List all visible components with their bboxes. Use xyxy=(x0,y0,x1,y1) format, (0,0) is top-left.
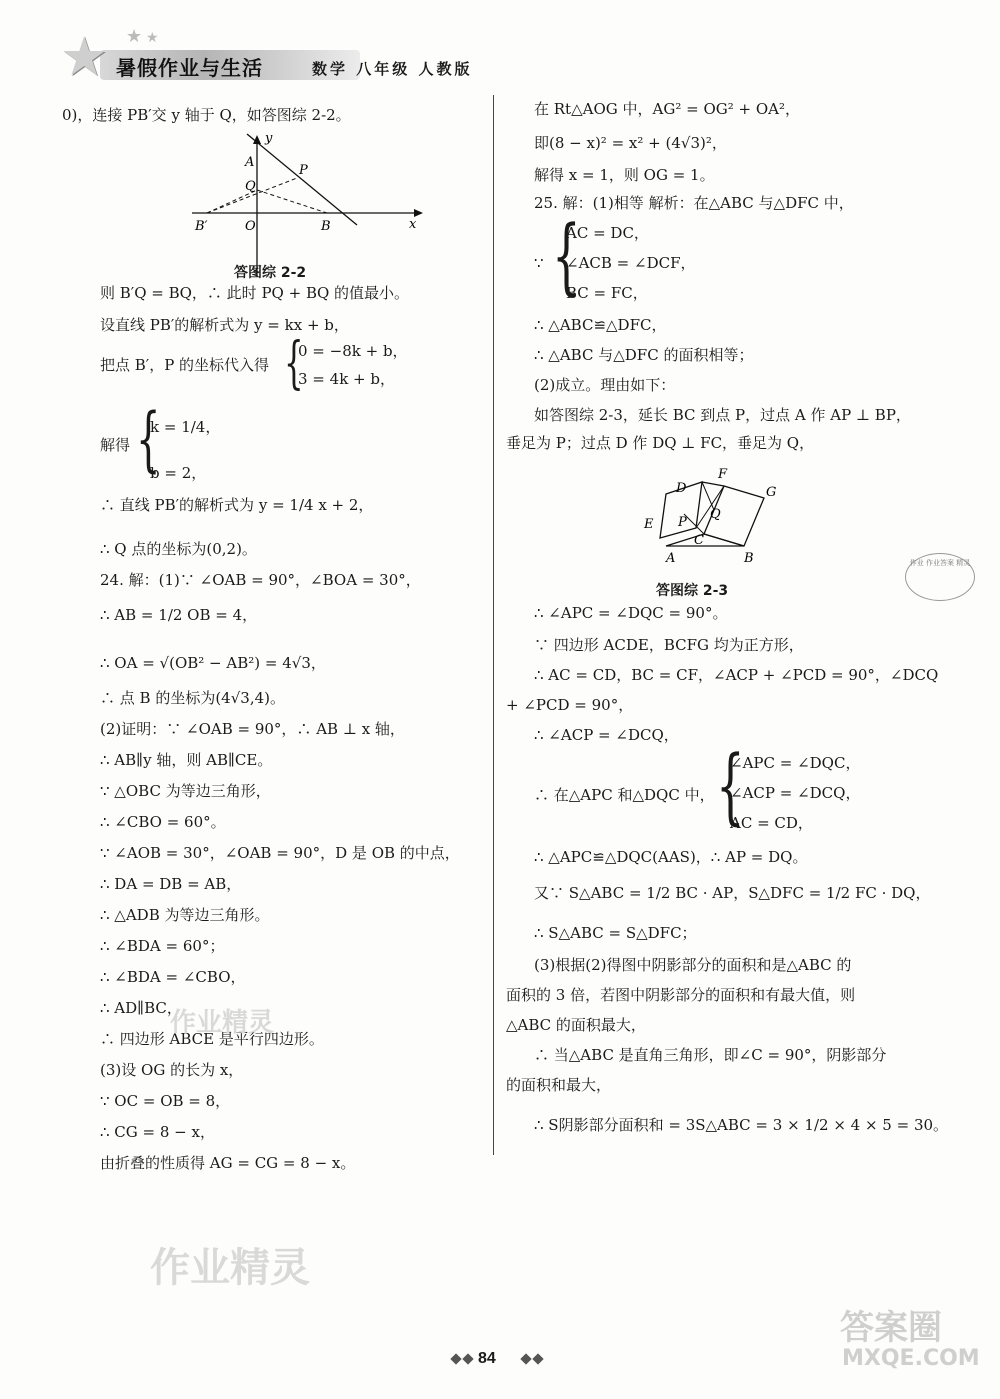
brace: { xyxy=(552,209,581,304)
watermark: 答案圈 xyxy=(840,1308,942,1348)
text-line: ∵ ∠AOB = 30°，∠OAB = 90°，D 是 OB 的中点， xyxy=(100,844,460,862)
text-line: ∴ AC = CD，BC = CF，∠ACP + ∠PCD = 90°，∠DCQ xyxy=(534,666,939,684)
brace: { xyxy=(284,331,304,396)
point-label-A: A xyxy=(245,155,255,170)
equation: 3 = 4k + b， xyxy=(298,370,395,388)
watermark: 作业精灵 xyxy=(170,1008,275,1038)
text-line: ∴ △ABC 与△DFC 的面积相等； xyxy=(534,346,754,364)
right-column xyxy=(506,92,949,1162)
page-header xyxy=(60,25,540,88)
text-line: ∴ ∠APC = ∠DQC = 90°。 xyxy=(534,604,728,622)
text-line: 解得 xyxy=(100,436,131,454)
equation: ∠ACP = ∠DCQ， xyxy=(730,784,861,802)
text-line: 设直线 PB′的解析式为 y = kx + b， xyxy=(100,316,349,334)
point-label-O: O xyxy=(245,219,256,234)
text-line: ∴ AB = 1/2 OB = 4， xyxy=(100,606,258,624)
text-line: ∵ OC = OB = 8， xyxy=(100,1092,231,1110)
text-line: ∵ △OBC 为等边三角形， xyxy=(100,782,271,800)
text-line: ∴ 在△APC 和△DQC 中， xyxy=(534,786,715,804)
text-line: ∵ 四边形 ACDE，BCFG 均为正方形， xyxy=(534,636,804,654)
text-line: 解得 x = 1，则 OG = 1。 xyxy=(534,166,715,184)
text-line: ∴ S△ABC = S△DFC； xyxy=(534,924,697,942)
diamond-icon xyxy=(532,1353,543,1364)
text-line: ∴ ∠CBO = 60°。 xyxy=(100,813,226,831)
column-divider xyxy=(493,95,494,1155)
text-line: ∴ DA = DB = AB， xyxy=(100,875,242,893)
page-footer xyxy=(450,1348,550,1374)
text-line: ∴ △APC≌△DQC(AAS)，∴ AP = DQ。 xyxy=(534,848,808,866)
text-line: ∴ OA = √(OB² − AB²) = 4√3， xyxy=(100,654,326,672)
text-line: (2)证明：∵ ∠OAB = 90°，∴ AB ⊥ x 轴， xyxy=(100,720,405,738)
text-line: ∴ 当△ABC 是直角三角形，即∠C = 90°，阴影部分 xyxy=(534,1046,887,1064)
text-line: △ABC 的面积最大， xyxy=(506,1016,646,1034)
star-icon: ★ xyxy=(126,26,143,47)
text-line: 则 B′Q = BQ，∴ 此时 PQ + BQ 的值最小。 xyxy=(100,284,410,302)
text-line: ∵ xyxy=(534,254,544,272)
book-subject: 数学 八年级 人教版 xyxy=(312,60,473,78)
text-line: ∴ 直线 PB′的解析式为 y = 1/4 x + 2， xyxy=(100,496,374,514)
text-line: 如答图综 2-3，延长 BC 到点 P，过点 A 作 AP ⊥ BP， xyxy=(534,406,911,424)
figure-2-2 xyxy=(187,130,427,280)
text-line: 面积的 3 倍，若图中阴影部分的面积和有最大值，则 xyxy=(506,986,856,1004)
point-label-E: E xyxy=(644,517,654,532)
watermark: MXQE.COM xyxy=(842,1346,980,1371)
diamond-icon xyxy=(462,1353,473,1364)
point-label-P: P xyxy=(678,515,687,530)
text-line: ∴ CG = 8 − x， xyxy=(100,1123,215,1141)
text-line: 又∵ S△ABC = 1/2 BC · AP，S△DFC = 1/2 FC · DQ， xyxy=(534,884,931,902)
figure-caption: 答图综 2-3 xyxy=(656,583,729,599)
text-line: 的面积和最大， xyxy=(506,1076,612,1094)
text-line: 0)，连接 PB′交 y 轴于 Q，如答图综 2-2。 xyxy=(62,106,351,124)
equation: BC = FC， xyxy=(566,284,648,302)
point-label-P: P xyxy=(299,163,308,178)
text-line: (3)根据(2)得图中阴影部分的面积和是△ABC 的 xyxy=(534,956,852,974)
text-line: ∴ △ABC≌△DFC， xyxy=(534,316,667,334)
point-label-B: B xyxy=(321,219,331,234)
point-label-Q: Q xyxy=(710,507,721,522)
equation: AC = CD， xyxy=(730,814,813,832)
text-line: (3)设 OG 的长为 x， xyxy=(100,1061,244,1079)
page-number: 84 xyxy=(478,1350,496,1367)
figure-2-3 xyxy=(636,458,796,568)
text-line: ∴ AD∥BC， xyxy=(100,999,182,1017)
point-label-Bprime: B′ xyxy=(195,219,208,234)
point-label-F: F xyxy=(718,467,728,482)
text-line: ∴ S阴影部分面积和 = 3S△ABC = 3 × 1/2 × 4 × 5 = 30。 xyxy=(534,1116,949,1134)
stamp-mark: 作业 作业答案 精灵 xyxy=(905,553,975,601)
point-label-Q: Q xyxy=(245,179,256,194)
text-line: 由折叠的性质得 AG = CG = 8 − x。 xyxy=(100,1154,356,1172)
text-line: 在 Rt△AOG 中，AG² = OG² + OA²， xyxy=(534,100,800,118)
text-line: ∴ 点 B 的坐标为(4√3,4)。 xyxy=(100,689,285,707)
brace: { xyxy=(716,739,745,834)
text-line: 24. 解：(1)∵ ∠OAB = 90°，∠BOA = 30°， xyxy=(100,571,421,589)
text-line: 即(8 − x)² = x² + (4√3)²， xyxy=(534,134,727,152)
equation: b = 2， xyxy=(150,464,207,482)
text-line: + ∠PCD = 90°， xyxy=(506,696,634,714)
star-icon: ★ xyxy=(60,25,109,88)
equation: 0 = −8k + b， xyxy=(298,342,408,360)
text-line: ∴ ∠BDA = ∠CBO， xyxy=(100,968,246,986)
equation: ∠ACB = ∠DCF， xyxy=(566,254,696,272)
equation: k = 1/4， xyxy=(150,418,221,436)
diamond-icon xyxy=(450,1353,461,1364)
figure-caption: 答图综 2-2 xyxy=(234,265,307,281)
point-label-A: A xyxy=(666,551,676,566)
text-line: ∴ Q 点的坐标为(0,2)。 xyxy=(100,540,257,558)
text-line: 25. 解：(1)相等 解析：在△ABC 与△DFC 中， xyxy=(534,194,854,212)
text-line: 把点 B′，P 的坐标代入得 xyxy=(100,356,270,374)
point-label-C: C xyxy=(694,533,704,548)
text-line: (2)成立。理由如下： xyxy=(534,376,676,394)
text-line: ∴ AB∥y 轴，则 AB∥CE。 xyxy=(100,751,273,769)
book-title: 暑假作业与生活 xyxy=(116,56,263,80)
point-label-G: G xyxy=(766,485,777,500)
watermark: 作业精灵 xyxy=(150,1245,310,1291)
text-line: 垂足为 P；过点 D 作 DQ ⊥ FC，垂足为 Q， xyxy=(506,434,815,452)
axis-label-x: x xyxy=(409,217,417,232)
equation: ∠APC = ∠DQC， xyxy=(730,754,861,772)
text-line: ∴ 四边形 ABCE 是平行四边形。 xyxy=(100,1030,324,1048)
equation: AC = DC， xyxy=(566,224,649,242)
point-label-B: B xyxy=(744,551,754,566)
left-column xyxy=(62,92,487,1172)
text-line: ∴ △ADB 为等边三角形。 xyxy=(100,906,270,924)
brace: { xyxy=(136,398,161,480)
text-line: ∴ ∠ACP = ∠DCQ， xyxy=(534,726,679,744)
point-label-D: D xyxy=(676,481,687,496)
axis-label-y: y xyxy=(265,131,273,146)
text-line: ∴ ∠BDA = 60°； xyxy=(100,937,225,955)
star-icon: ★ xyxy=(146,30,159,46)
diamond-icon xyxy=(520,1353,531,1364)
